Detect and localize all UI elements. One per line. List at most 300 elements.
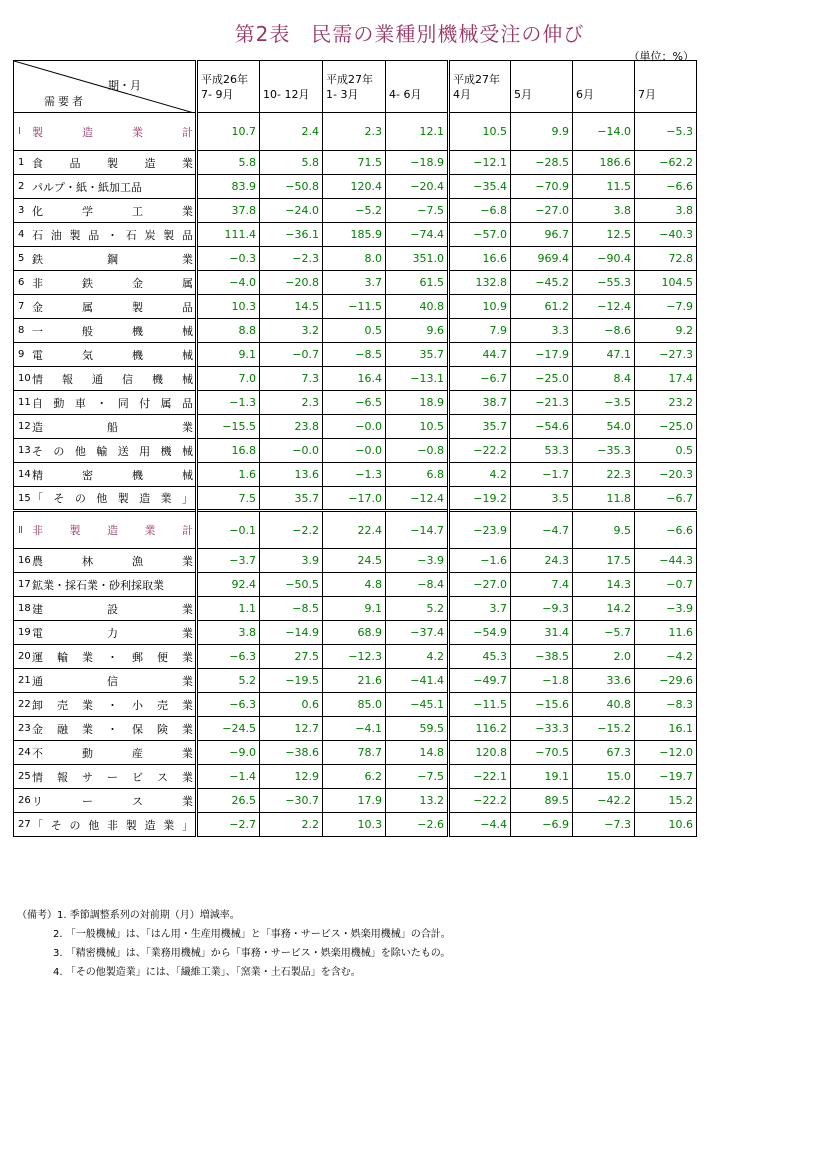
value-cell: −24.0 xyxy=(260,199,323,223)
value-cell: 40.8 xyxy=(386,295,449,319)
value-cell: 23.8 xyxy=(260,415,323,439)
value-cell: 4.8 xyxy=(323,573,386,597)
value-cell: 19.1 xyxy=(511,765,573,789)
row-number: 9 xyxy=(18,349,25,360)
value-cell: 37.8 xyxy=(197,199,260,223)
value-cell: 120.8 xyxy=(449,741,511,765)
value-cell: −33.3 xyxy=(511,717,573,741)
value-cell: 10.5 xyxy=(386,415,449,439)
table-row xyxy=(14,669,697,693)
value-cell: 44.7 xyxy=(449,343,511,367)
value-cell: −6.3 xyxy=(197,693,260,717)
table-row xyxy=(14,247,697,271)
value-cell: −19.5 xyxy=(260,669,323,693)
value-cell: −6.8 xyxy=(449,199,511,223)
row-label-cell xyxy=(14,199,197,223)
value-cell: 22.4 xyxy=(323,511,386,549)
value-cell: 7.0 xyxy=(197,367,260,391)
value-cell: −1.8 xyxy=(511,669,573,693)
value-cell: 12.5 xyxy=(573,223,635,247)
value-cell: 10.7 xyxy=(197,113,260,151)
table-row xyxy=(14,175,697,199)
value-cell: 111.4 xyxy=(197,223,260,247)
value-cell: −25.0 xyxy=(511,367,573,391)
value-cell: −4.2 xyxy=(635,645,697,669)
value-cell: −57.0 xyxy=(449,223,511,247)
value-cell: 16.1 xyxy=(635,717,697,741)
value-cell: 10.3 xyxy=(197,295,260,319)
value-cell: 15.0 xyxy=(573,765,635,789)
note-line: （備考）1. 季節調整系列の対前期（月）増減率。 xyxy=(17,910,240,921)
page-title: 第2表 民需の業種別機械受注の伸び xyxy=(234,22,585,46)
row-label-cell xyxy=(14,549,197,573)
row-label-cell xyxy=(14,645,197,669)
value-cell: −35.3 xyxy=(573,439,635,463)
row-label: 通 信 業 xyxy=(32,674,193,688)
row-label: 建 設 業 xyxy=(32,602,193,616)
value-cell: −7.3 xyxy=(573,813,635,837)
value-cell: 31.4 xyxy=(511,621,573,645)
value-cell: 38.7 xyxy=(449,391,511,415)
value-cell: 132.8 xyxy=(449,271,511,295)
column-header xyxy=(323,61,386,113)
value-cell: 5.2 xyxy=(386,597,449,621)
value-cell: −49.7 xyxy=(449,669,511,693)
value-cell: 9.1 xyxy=(323,597,386,621)
value-cell: 3.7 xyxy=(449,597,511,621)
value-cell: −29.6 xyxy=(635,669,697,693)
table-row xyxy=(14,463,697,487)
value-cell: 71.5 xyxy=(323,151,386,175)
table-row xyxy=(14,573,697,597)
row-label: 電 気 機 械 xyxy=(32,348,193,362)
value-cell: 969.4 xyxy=(511,247,573,271)
table-row xyxy=(14,621,697,645)
row-label: 石 油 製 品 ・ 石 炭 製 品 xyxy=(32,228,193,242)
value-cell: −6.7 xyxy=(635,487,697,511)
row-number: 17 xyxy=(18,579,31,590)
summary-row xyxy=(14,113,697,151)
row-number: 4 xyxy=(18,229,25,240)
row-label: 「 そ の 他 製 造 業 」 xyxy=(32,492,193,505)
value-cell: 0.5 xyxy=(323,319,386,343)
row-number: 1 xyxy=(18,157,25,168)
row-label-cell xyxy=(14,151,197,175)
table-row xyxy=(14,487,697,511)
column-header xyxy=(449,61,511,113)
value-cell: 47.1 xyxy=(573,343,635,367)
diagonal-line xyxy=(14,61,194,113)
value-cell: 7.9 xyxy=(449,319,511,343)
value-cell: −12.1 xyxy=(449,151,511,175)
value-cell: 185.9 xyxy=(323,223,386,247)
value-cell: 18.9 xyxy=(386,391,449,415)
column-header-period: 6月 xyxy=(576,87,594,101)
value-cell: 104.5 xyxy=(635,271,697,295)
row-label: パ ル プ ・ 紙 ・ 紙 加 工 品 xyxy=(32,180,142,194)
row-label: 不 動 産 業 xyxy=(32,746,193,760)
value-cell: 96.7 xyxy=(511,223,573,247)
value-cell: −74.4 xyxy=(386,223,449,247)
value-cell: 2.2 xyxy=(260,813,323,837)
value-cell: −15.6 xyxy=(511,693,573,717)
column-header-period: 5月 xyxy=(514,87,532,101)
value-cell: 12.1 xyxy=(386,113,449,151)
row-label: 鉄 鋼 業 xyxy=(32,252,193,266)
row-label: 自 動 車 ・ 同 付 属 品 xyxy=(32,396,193,410)
value-cell: 14.5 xyxy=(260,295,323,319)
value-cell: 7.4 xyxy=(511,573,573,597)
value-cell: −2.3 xyxy=(260,247,323,271)
value-cell: −12.4 xyxy=(386,487,449,511)
row-label-cell xyxy=(14,487,197,511)
table-row xyxy=(14,439,697,463)
row-number: 27 xyxy=(18,819,31,830)
column-header-period: 1- 3月 xyxy=(326,87,359,101)
row-label-cell xyxy=(14,175,197,199)
value-cell: 120.4 xyxy=(323,175,386,199)
table-row xyxy=(14,693,697,717)
value-cell: −1.6 xyxy=(449,549,511,573)
value-cell: −1.3 xyxy=(197,391,260,415)
value-cell: −20.8 xyxy=(260,271,323,295)
value-cell: 24.3 xyxy=(511,549,573,573)
value-cell: 53.3 xyxy=(511,439,573,463)
table-row xyxy=(14,319,697,343)
value-cell: 116.2 xyxy=(449,717,511,741)
value-cell: −8.6 xyxy=(573,319,635,343)
table-row xyxy=(14,343,697,367)
row-label-cell xyxy=(14,391,197,415)
value-cell: 2.3 xyxy=(260,391,323,415)
summary-row xyxy=(14,511,697,549)
value-cell: 3.7 xyxy=(323,271,386,295)
row-label-cell xyxy=(14,597,197,621)
column-header-period: 10- 12月 xyxy=(263,87,310,101)
value-cell: −8.3 xyxy=(635,693,697,717)
value-cell: 26.5 xyxy=(197,789,260,813)
value-cell: −8.5 xyxy=(323,343,386,367)
value-cell: −14.9 xyxy=(260,621,323,645)
value-cell: 7.3 xyxy=(260,367,323,391)
value-cell: −18.9 xyxy=(386,151,449,175)
table-row xyxy=(14,367,697,391)
value-cell: −22.2 xyxy=(449,789,511,813)
value-cell: 35.7 xyxy=(260,487,323,511)
value-cell: 83.9 xyxy=(197,175,260,199)
column-header xyxy=(635,61,697,113)
table-row xyxy=(14,597,697,621)
value-cell: −1.4 xyxy=(197,765,260,789)
value-cell: 9.9 xyxy=(511,113,573,151)
value-cell: −8.4 xyxy=(386,573,449,597)
value-cell: −3.7 xyxy=(197,549,260,573)
value-cell: −22.1 xyxy=(449,765,511,789)
value-cell: 3.2 xyxy=(260,319,323,343)
value-cell: −7.9 xyxy=(635,295,697,319)
value-cell: 10.6 xyxy=(635,813,697,837)
corner-bottom-label: 需要者 xyxy=(44,95,86,108)
value-cell: 2.4 xyxy=(260,113,323,151)
value-cell: 10.3 xyxy=(323,813,386,837)
value-cell: 5.8 xyxy=(260,151,323,175)
value-cell: −50.8 xyxy=(260,175,323,199)
value-cell: −44.3 xyxy=(635,549,697,573)
column-header xyxy=(386,61,449,113)
value-cell: −38.5 xyxy=(511,645,573,669)
value-cell: −37.4 xyxy=(386,621,449,645)
table-row xyxy=(14,765,697,789)
value-cell: 14.3 xyxy=(573,573,635,597)
value-cell: 72.8 xyxy=(635,247,697,271)
value-cell: −0.0 xyxy=(260,439,323,463)
corner-header-cell xyxy=(14,61,197,113)
row-label: 化 学 工 業 xyxy=(32,204,193,218)
value-cell: 16.4 xyxy=(323,367,386,391)
value-cell: 3.8 xyxy=(573,199,635,223)
row-number: 23 xyxy=(18,723,31,734)
value-cell: 1.1 xyxy=(197,597,260,621)
value-cell: 3.5 xyxy=(511,487,573,511)
value-cell: 85.0 xyxy=(323,693,386,717)
value-cell: −6.5 xyxy=(323,391,386,415)
value-cell: −7.5 xyxy=(386,765,449,789)
value-cell: −2.2 xyxy=(260,511,323,549)
value-cell: −2.6 xyxy=(386,813,449,837)
value-cell: −15.2 xyxy=(573,717,635,741)
value-cell: 5.2 xyxy=(197,669,260,693)
value-cell: 21.6 xyxy=(323,669,386,693)
value-cell: −17.9 xyxy=(511,343,573,367)
row-number: 10 xyxy=(18,373,31,384)
value-cell: −14.7 xyxy=(386,511,449,549)
value-cell: 7.5 xyxy=(197,487,260,511)
value-cell: −20.4 xyxy=(386,175,449,199)
row-label-cell xyxy=(14,415,197,439)
row-label-cell xyxy=(14,223,197,247)
value-cell: −8.5 xyxy=(260,597,323,621)
value-cell: −0.7 xyxy=(635,573,697,597)
value-cell: −17.0 xyxy=(323,487,386,511)
value-cell: −4.0 xyxy=(197,271,260,295)
value-cell: 12.9 xyxy=(260,765,323,789)
value-cell: −3.5 xyxy=(573,391,635,415)
value-cell: 6.2 xyxy=(323,765,386,789)
value-cell: 16.6 xyxy=(449,247,511,271)
value-cell: −6.6 xyxy=(635,511,697,549)
value-cell: −5.7 xyxy=(573,621,635,645)
value-cell: −12.0 xyxy=(635,741,697,765)
row-label-cell xyxy=(14,439,197,463)
value-cell: 14.8 xyxy=(386,741,449,765)
value-cell: 35.7 xyxy=(449,415,511,439)
row-label-cell xyxy=(14,813,197,837)
value-cell: −12.4 xyxy=(573,295,635,319)
value-cell: 2.0 xyxy=(573,645,635,669)
row-label: 非 鉄 金 属 xyxy=(32,276,193,290)
row-label: 金 属 製 品 xyxy=(32,300,193,314)
notes-section xyxy=(17,906,451,982)
value-cell: −70.5 xyxy=(511,741,573,765)
row-label: 金 融 業 ・ 保 険 業 xyxy=(32,722,193,736)
value-cell: −20.3 xyxy=(635,463,697,487)
row-label-cell xyxy=(14,511,197,549)
row-label-cell xyxy=(14,669,197,693)
value-cell: 68.9 xyxy=(323,621,386,645)
value-cell: −9.3 xyxy=(511,597,573,621)
value-cell: 8.8 xyxy=(197,319,260,343)
value-cell: 13.6 xyxy=(260,463,323,487)
row-label-cell xyxy=(14,573,197,597)
row-label-cell xyxy=(14,271,197,295)
value-cell: 61.5 xyxy=(386,271,449,295)
value-cell: 3.8 xyxy=(197,621,260,645)
row-number: 22 xyxy=(18,699,31,710)
row-label: 卸 売 業 ・ 小 売 業 xyxy=(32,698,193,712)
value-cell: 33.6 xyxy=(573,669,635,693)
value-cell: −30.7 xyxy=(260,789,323,813)
value-cell: −4.7 xyxy=(511,511,573,549)
value-cell: −38.6 xyxy=(260,741,323,765)
value-cell: −13.1 xyxy=(386,367,449,391)
value-cell: 35.7 xyxy=(386,343,449,367)
value-cell: −23.9 xyxy=(449,511,511,549)
value-cell: −11.5 xyxy=(323,295,386,319)
row-number: 5 xyxy=(18,253,25,264)
row-number: 25 xyxy=(18,771,31,782)
column-header-year: 平成27年 xyxy=(326,72,373,86)
unit-label: （単位：%） xyxy=(628,50,694,63)
value-cell: 0.6 xyxy=(260,693,323,717)
row-label: そ の 他 輸 送 用 機 械 xyxy=(32,444,193,458)
value-cell: 8.0 xyxy=(323,247,386,271)
row-label-cell xyxy=(14,463,197,487)
value-cell: 4.2 xyxy=(386,645,449,669)
column-header-year xyxy=(389,72,444,87)
value-cell: −50.5 xyxy=(260,573,323,597)
value-cell: 11.5 xyxy=(573,175,635,199)
value-cell: 27.5 xyxy=(260,645,323,669)
row-label-cell xyxy=(14,367,197,391)
row-label: 鉱 業 ・ 採 石 業 ・ 砂 利 採 取 業 xyxy=(32,578,164,592)
value-cell: 59.5 xyxy=(386,717,449,741)
value-cell: −62.2 xyxy=(635,151,697,175)
value-cell: −0.1 xyxy=(197,511,260,549)
column-header xyxy=(260,61,323,113)
row-number: Ⅰ xyxy=(18,126,21,137)
value-cell: 9.5 xyxy=(573,511,635,549)
row-label-cell xyxy=(14,113,197,151)
value-cell: −27.3 xyxy=(635,343,697,367)
row-label-cell xyxy=(14,247,197,271)
value-cell: 5.8 xyxy=(197,151,260,175)
value-cell: −21.3 xyxy=(511,391,573,415)
column-header-period: 4月 xyxy=(453,87,471,101)
value-cell: 2.3 xyxy=(323,113,386,151)
row-number: 12 xyxy=(18,421,31,432)
row-number: 2 xyxy=(18,181,25,192)
row-number: 7 xyxy=(18,301,25,312)
value-cell: 4.2 xyxy=(449,463,511,487)
value-cell: −3.9 xyxy=(635,597,697,621)
row-label-cell xyxy=(14,319,197,343)
row-label: 情 報 サ ー ビ ス 業 xyxy=(32,770,193,784)
row-number: 8 xyxy=(18,325,25,336)
note-line: 4. 「その他製造業」には、「繊維工業」、「窯業・土石製品」を含む。 xyxy=(53,967,361,978)
row-number: 11 xyxy=(18,397,31,408)
value-cell: 186.6 xyxy=(573,151,635,175)
value-cell: 45.3 xyxy=(449,645,511,669)
row-number: 18 xyxy=(18,603,31,614)
value-cell: 22.3 xyxy=(573,463,635,487)
row-label: 一 般 機 械 xyxy=(32,324,193,338)
value-cell: −55.3 xyxy=(573,271,635,295)
value-cell: −14.0 xyxy=(573,113,635,151)
note-line: 2. 「一般機械」は、「はん用・生産用機械」と「事務・サービス・娯楽用機械」の合計。 xyxy=(53,929,451,940)
value-cell: 16.8 xyxy=(197,439,260,463)
value-cell: −0.3 xyxy=(197,247,260,271)
value-cell: 9.2 xyxy=(635,319,697,343)
row-label-cell xyxy=(14,765,197,789)
column-header-year xyxy=(576,72,631,87)
column-header-period: 7- 9月 xyxy=(201,87,234,101)
value-cell: 13.2 xyxy=(386,789,449,813)
row-label: 「 そ の 他 非 製 造 業 」 xyxy=(32,818,193,832)
value-cell: −27.0 xyxy=(511,199,573,223)
column-header xyxy=(197,61,260,113)
table-row xyxy=(14,741,697,765)
row-number: 3 xyxy=(18,205,25,216)
table-row xyxy=(14,223,697,247)
value-cell: 17.5 xyxy=(573,549,635,573)
value-cell: 0.5 xyxy=(635,439,697,463)
value-cell: −4.4 xyxy=(449,813,511,837)
value-cell: 6.8 xyxy=(386,463,449,487)
value-cell: −0.0 xyxy=(323,439,386,463)
value-cell: −2.7 xyxy=(197,813,260,837)
corner-top-label: 期・月 xyxy=(108,79,141,92)
row-number: 20 xyxy=(18,651,31,662)
row-number: 14 xyxy=(18,469,31,480)
value-cell: 67.3 xyxy=(573,741,635,765)
row-label: 農 林 漁 業 xyxy=(32,554,193,568)
value-cell: −19.2 xyxy=(449,487,511,511)
row-label-cell xyxy=(14,741,197,765)
table-row xyxy=(14,415,697,439)
orders-table xyxy=(13,60,697,837)
row-label: リ ー ス 業 xyxy=(32,794,193,808)
value-cell: −11.5 xyxy=(449,693,511,717)
value-cell: −4.1 xyxy=(323,717,386,741)
value-cell: −1.7 xyxy=(511,463,573,487)
row-number: 19 xyxy=(18,627,31,638)
value-cell: −42.2 xyxy=(573,789,635,813)
value-cell: 17.4 xyxy=(635,367,697,391)
table-row xyxy=(14,295,697,319)
row-label: 非 製 造 業 計 xyxy=(32,524,193,537)
value-cell: 24.5 xyxy=(323,549,386,573)
value-cell: 54.0 xyxy=(573,415,635,439)
value-cell: 11.8 xyxy=(573,487,635,511)
column-header xyxy=(573,61,635,113)
value-cell: 9.1 xyxy=(197,343,260,367)
value-cell: 14.2 xyxy=(573,597,635,621)
row-label: 製 造 業 計 xyxy=(32,125,193,139)
value-cell: 61.2 xyxy=(511,295,573,319)
value-cell: −19.7 xyxy=(635,765,697,789)
table-row xyxy=(14,789,697,813)
value-cell: −12.3 xyxy=(323,645,386,669)
